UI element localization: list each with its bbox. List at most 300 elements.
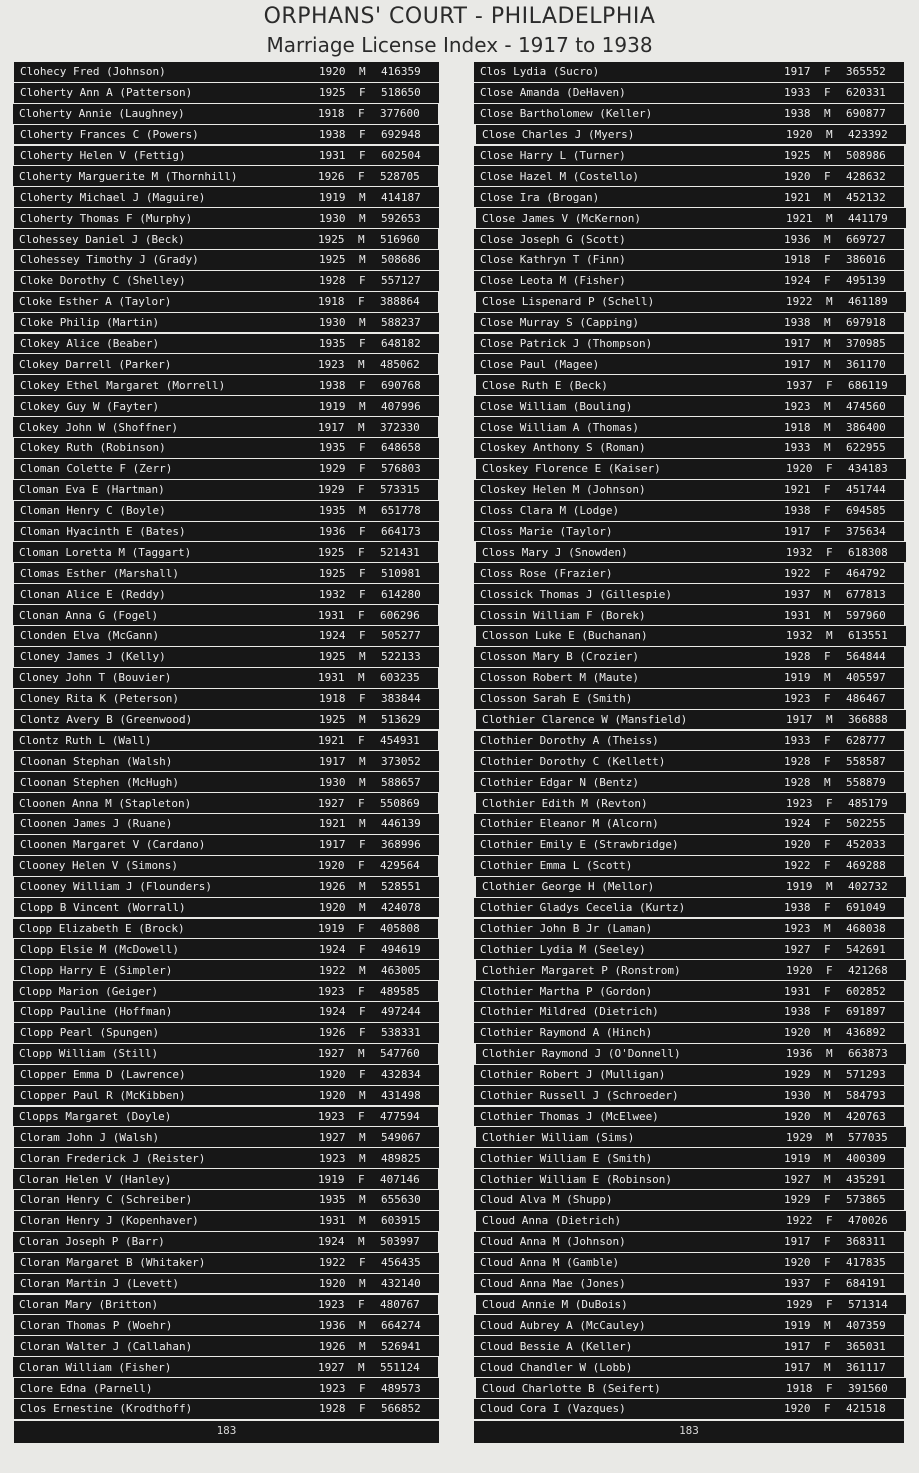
entry-license-number: 469288 bbox=[846, 859, 886, 873]
entry-year: 1933 bbox=[784, 733, 811, 747]
entry-license-number: 697918 bbox=[846, 316, 886, 330]
entry-sex: F bbox=[359, 1256, 366, 1270]
entry-year: 1938 bbox=[784, 901, 811, 915]
entry-name: Clohessey Timothy J (Grady) bbox=[20, 253, 199, 267]
entry-license-number: 454931 bbox=[380, 733, 420, 747]
entry-license-number: 407996 bbox=[381, 399, 421, 413]
entry-license-number: 436892 bbox=[846, 1026, 886, 1040]
entry-year: 1936 bbox=[784, 232, 811, 246]
entry-year: 1927 bbox=[318, 1360, 345, 1374]
entry-sex: F bbox=[826, 1381, 833, 1395]
entry-sex: F bbox=[824, 1193, 831, 1207]
entry-year: 1919 bbox=[784, 671, 811, 685]
entry-year: 1920 bbox=[784, 1109, 811, 1123]
index-entry-row bbox=[476, 626, 906, 646]
entry-name: Close Charles J (Myers) bbox=[482, 128, 635, 142]
index-entry-row bbox=[14, 563, 439, 583]
entry-name: Clothier Mildred (Dietrich) bbox=[480, 1005, 659, 1019]
entry-license-number: 486467 bbox=[846, 692, 886, 706]
entry-sex: F bbox=[359, 128, 366, 142]
entry-license-number: 526941 bbox=[381, 1339, 421, 1353]
entry-name: Close Amanda (DeHaven) bbox=[480, 86, 626, 100]
index-entry-row bbox=[14, 1336, 439, 1356]
entry-name: Cloran Frederick J (Reister) bbox=[20, 1151, 206, 1165]
entry-license-number: 663873 bbox=[848, 1047, 888, 1061]
entry-sex: M bbox=[824, 1089, 831, 1103]
entry-sex: F bbox=[359, 378, 366, 392]
entry-name: Cloonen James J (Ruane) bbox=[20, 817, 173, 831]
entry-license-number: 456435 bbox=[381, 1256, 421, 1270]
entry-license-number: 434183 bbox=[848, 462, 888, 476]
entry-name: Cloonan Stephen (McHugh) bbox=[20, 775, 179, 789]
entry-license-number: 361170 bbox=[846, 357, 886, 371]
entry-sex: F bbox=[824, 483, 831, 497]
index-entry-row bbox=[476, 459, 906, 479]
index-entry-row bbox=[14, 1127, 439, 1147]
entry-license-number: 405597 bbox=[846, 671, 886, 685]
index-entry-row bbox=[474, 981, 904, 1001]
entry-name: Clopp William (Still) bbox=[19, 1047, 159, 1061]
index-entry-row bbox=[476, 1044, 906, 1064]
entry-year: 1923 bbox=[318, 1109, 345, 1123]
index-entry-row bbox=[474, 1148, 904, 1168]
entry-name: Closson Sarah E (Smith) bbox=[480, 692, 633, 706]
index-entry-row bbox=[474, 1274, 904, 1294]
entry-year: 1919 bbox=[786, 880, 813, 894]
entry-year: 1922 bbox=[786, 1214, 813, 1228]
entry-year: 1917 bbox=[784, 357, 811, 371]
entry-name: Cloran William (Fisher) bbox=[19, 1360, 172, 1374]
index-entry-row bbox=[476, 542, 906, 562]
entry-license-number: 416359 bbox=[381, 65, 421, 79]
entry-name: Clohecy Fred (Johnson) bbox=[20, 65, 166, 79]
entry-sex: F bbox=[359, 1068, 366, 1082]
index-entry-row bbox=[474, 1336, 904, 1356]
entry-sex: F bbox=[826, 462, 833, 476]
index-entry-row bbox=[476, 1211, 906, 1231]
entry-name: Cloud Charlotte B (Seifert) bbox=[482, 1381, 661, 1395]
entry-sex: F bbox=[359, 524, 366, 538]
entry-name: Clontz Ruth L (Wall) bbox=[19, 733, 152, 747]
index-entry-row bbox=[474, 584, 904, 604]
entry-sex: M bbox=[359, 1193, 366, 1207]
entry-sex: M bbox=[824, 357, 831, 371]
entry-license-number: 400309 bbox=[846, 1151, 886, 1165]
entry-year: 1917 bbox=[784, 1339, 811, 1353]
index-entry-row bbox=[14, 334, 439, 354]
index-entry-row bbox=[14, 939, 439, 959]
entry-name: Closs Marie (Taylor) bbox=[480, 524, 613, 538]
entry-name: Close Ira (Brogan) bbox=[480, 190, 600, 204]
entry-sex: M bbox=[824, 1151, 831, 1165]
index-entry-row bbox=[14, 1315, 439, 1335]
index-entry-row bbox=[14, 208, 439, 228]
entry-license-number: 489825 bbox=[381, 1151, 421, 1165]
index-entry-row bbox=[474, 334, 904, 354]
entry-year: 1938 bbox=[784, 316, 811, 330]
entry-name: Clopp Pearl (Spungen) bbox=[20, 1026, 160, 1040]
entry-license-number: 432834 bbox=[381, 1068, 421, 1082]
entry-license-number: 377600 bbox=[380, 107, 420, 121]
entry-sex: F bbox=[824, 1235, 831, 1249]
entry-year: 1931 bbox=[784, 608, 811, 622]
entry-year: 1920 bbox=[786, 462, 813, 476]
index-entry-row bbox=[474, 939, 904, 959]
index-entry-row bbox=[474, 1002, 904, 1022]
index-entry-row bbox=[14, 1399, 439, 1419]
entry-sex: F bbox=[824, 817, 831, 831]
entry-year: 1926 bbox=[319, 1026, 346, 1040]
entry-sex: M bbox=[359, 1318, 366, 1332]
entry-sex: F bbox=[358, 1297, 365, 1311]
entry-sex: F bbox=[358, 608, 365, 622]
entry-name: Clokey Darrell (Parker) bbox=[19, 357, 172, 371]
entry-year: 1933 bbox=[784, 441, 811, 455]
entry-name: Cloud Anna M (Gamble) bbox=[480, 1256, 620, 1270]
entry-license-number: 441179 bbox=[848, 211, 888, 225]
entry-license-number: 510981 bbox=[381, 566, 421, 580]
entry-license-number: 480767 bbox=[380, 1297, 420, 1311]
entry-sex: F bbox=[358, 1172, 365, 1186]
entry-license-number: 420763 bbox=[846, 1109, 886, 1123]
entry-name: Clothier George H (Mellor) bbox=[482, 880, 655, 894]
entry-license-number: 368996 bbox=[381, 838, 421, 852]
entry-name: Cloke Esther A (Taylor) bbox=[19, 295, 172, 309]
entry-license-number: 366888 bbox=[848, 713, 888, 726]
index-entry-row bbox=[13, 1044, 438, 1064]
index-entry-row bbox=[474, 271, 904, 291]
index-entry-row bbox=[13, 981, 438, 1001]
entry-sex: F bbox=[359, 441, 366, 455]
entry-sex: F bbox=[359, 942, 366, 956]
page-title: ORPHANS' COURT - PHILADELPHIA bbox=[263, 4, 656, 29]
entry-name: Cloud Aubrey A (McCauley) bbox=[480, 1318, 646, 1332]
entry-license-number: 677813 bbox=[846, 587, 886, 601]
entry-year: 1917 bbox=[319, 838, 346, 852]
entry-license-number: 558879 bbox=[846, 775, 886, 789]
entry-year: 1919 bbox=[784, 1318, 811, 1332]
entry-year: 1935 bbox=[319, 441, 346, 455]
entry-sex: F bbox=[826, 1297, 833, 1311]
entry-sex: F bbox=[359, 566, 366, 580]
entry-name: Clonden Elva (McGann) bbox=[20, 629, 160, 643]
entry-year: 1917 bbox=[784, 65, 811, 79]
entry-sex: F bbox=[824, 901, 831, 915]
entry-year: 1931 bbox=[318, 608, 345, 622]
entry-year: 1920 bbox=[319, 1068, 346, 1082]
entry-name: Closkey Florence E (Kaiser) bbox=[482, 462, 661, 476]
entry-license-number: 365552 bbox=[846, 65, 886, 79]
index-entry-row bbox=[474, 1357, 904, 1377]
entry-name: Clothier William (Sims) bbox=[482, 1130, 635, 1144]
entry-name: Clothier Emily E (Strawbridge) bbox=[480, 838, 679, 852]
entry-license-number: 538331 bbox=[381, 1026, 421, 1040]
entry-license-number: 477594 bbox=[380, 1109, 420, 1123]
entry-license-number: 691049 bbox=[846, 901, 886, 915]
entry-year: 1937 bbox=[784, 1277, 811, 1291]
index-entry-row bbox=[476, 292, 906, 312]
entry-year: 1937 bbox=[784, 587, 811, 601]
entry-license-number: 414187 bbox=[381, 190, 421, 204]
entry-year: 1924 bbox=[319, 1005, 346, 1019]
entry-sex: F bbox=[826, 796, 833, 810]
entry-name: Cloney James J (Kelly) bbox=[20, 650, 166, 664]
index-entry-row bbox=[474, 563, 904, 583]
index-entry-row bbox=[474, 1023, 904, 1043]
index-entry-row bbox=[14, 62, 439, 82]
entry-sex: M bbox=[359, 901, 366, 915]
entry-license-number: 461189 bbox=[848, 295, 888, 309]
entry-license-number: 431498 bbox=[381, 1089, 421, 1103]
entry-name: Close Ruth E (Beck) bbox=[482, 378, 608, 392]
entry-name: Cloherty Annie (Laughney) bbox=[19, 107, 185, 121]
entry-name: Clopps Margaret (Doyle) bbox=[19, 1109, 172, 1123]
entry-license-number: 664173 bbox=[381, 524, 421, 538]
entry-year: 1920 bbox=[318, 859, 345, 873]
entry-sex: M bbox=[359, 399, 366, 413]
entry-license-number: 386400 bbox=[846, 420, 886, 434]
entry-license-number: 549067 bbox=[381, 1130, 421, 1144]
entry-license-number: 505277 bbox=[381, 629, 421, 643]
entry-name: Clothier Dorothy A (Theiss) bbox=[480, 733, 659, 747]
entry-sex: F bbox=[359, 336, 366, 350]
entry-name: Clopp Marion (Geiger) bbox=[19, 984, 159, 998]
entry-year: 1924 bbox=[319, 629, 346, 643]
entry-year: 1923 bbox=[319, 1381, 346, 1395]
entry-sex: F bbox=[358, 1109, 365, 1123]
entry-sex: M bbox=[826, 713, 833, 726]
entry-sex: M bbox=[826, 295, 833, 309]
index-entry-row bbox=[474, 1253, 904, 1273]
index-entry-row bbox=[14, 522, 439, 542]
entry-name: Cloud Cora I (Vazques) bbox=[480, 1402, 626, 1416]
entry-license-number: 571293 bbox=[846, 1068, 886, 1082]
entry-name: Clohessey Daniel J (Beck) bbox=[19, 232, 185, 246]
index-entry-row bbox=[474, 62, 904, 82]
index-entry-row bbox=[474, 417, 904, 437]
entry-sex: F bbox=[824, 169, 831, 183]
index-entry-row bbox=[13, 166, 438, 186]
entry-sex: F bbox=[358, 796, 365, 810]
entry-year: 1932 bbox=[786, 545, 813, 559]
index-entry-row bbox=[13, 229, 438, 249]
entry-license-number: 655630 bbox=[381, 1193, 421, 1207]
entry-sex: M bbox=[359, 713, 366, 726]
index-entry-row bbox=[474, 835, 904, 855]
entry-sex: F bbox=[358, 107, 365, 121]
entry-year: 1921 bbox=[319, 817, 346, 831]
index-entry-row bbox=[14, 1065, 439, 1085]
index-entry-row bbox=[474, 480, 904, 500]
entry-name: Clothier Raymond J (O'Donnell) bbox=[482, 1047, 681, 1061]
entry-year: 1919 bbox=[784, 1151, 811, 1165]
entry-sex: F bbox=[824, 274, 831, 288]
index-entry-row bbox=[14, 960, 439, 980]
entry-license-number: 435291 bbox=[846, 1172, 886, 1186]
entry-year: 1925 bbox=[319, 253, 346, 267]
entry-license-number: 463005 bbox=[381, 963, 421, 977]
index-entry-row bbox=[476, 710, 906, 730]
entry-year: 1920 bbox=[784, 838, 811, 852]
entry-name: Cloman Loretta M (Taggart) bbox=[19, 545, 192, 559]
entry-sex: F bbox=[824, 566, 831, 580]
entry-license-number: 474560 bbox=[846, 399, 886, 413]
entry-sex: M bbox=[358, 357, 365, 371]
entry-name: Clooney Helen V (Simons) bbox=[19, 859, 178, 873]
index-entry-row bbox=[474, 919, 904, 939]
index-entry-row bbox=[13, 1232, 438, 1252]
entry-name: Cloran Joseph P (Barr) bbox=[19, 1235, 165, 1249]
entry-license-number: 508986 bbox=[846, 148, 886, 162]
entry-sex: F bbox=[824, 984, 831, 998]
entry-year: 1924 bbox=[784, 274, 811, 288]
entry-sex: M bbox=[359, 963, 366, 977]
entry-year: 1938 bbox=[319, 128, 346, 142]
entry-year: 1927 bbox=[784, 942, 811, 956]
entry-sex: F bbox=[824, 1339, 831, 1353]
entry-sex: M bbox=[824, 316, 831, 330]
entry-sex: M bbox=[824, 1360, 831, 1374]
entry-license-number: 402732 bbox=[848, 880, 888, 894]
entry-name: Cloonen Margaret V (Cardano) bbox=[20, 838, 206, 852]
entry-name: Closkey Helen M (Johnson) bbox=[480, 483, 646, 497]
entry-name: Close Bartholomew (Keller) bbox=[480, 107, 653, 121]
index-entry-row bbox=[474, 605, 904, 625]
entry-year: 1935 bbox=[319, 504, 346, 518]
entry-license-number: 584793 bbox=[846, 1089, 886, 1103]
index-entry-row bbox=[14, 438, 439, 458]
index-entry-row bbox=[14, 814, 439, 834]
entry-license-number: 421518 bbox=[846, 1402, 886, 1416]
entry-name: Clopp B Vincent (Worrall) bbox=[20, 901, 186, 915]
entry-name: Clothier Lydia M (Seeley) bbox=[480, 942, 646, 956]
entry-name: Clopp Harry E (Simpler) bbox=[20, 963, 173, 977]
index-entry-row bbox=[474, 1086, 904, 1106]
entry-sex: M bbox=[824, 1172, 831, 1186]
entry-year: 1931 bbox=[319, 148, 346, 162]
entry-sex: M bbox=[824, 1109, 831, 1123]
entry-year: 1929 bbox=[784, 1068, 811, 1082]
entry-license-number: 423392 bbox=[848, 128, 888, 142]
entry-sex: M bbox=[824, 148, 831, 162]
entry-sex: F bbox=[824, 1277, 831, 1291]
entry-license-number: 407146 bbox=[380, 1172, 420, 1186]
entry-name: Clopp Pauline (Hoffman) bbox=[20, 1005, 173, 1019]
entry-sex: M bbox=[826, 1047, 833, 1061]
entry-sex: M bbox=[824, 921, 831, 935]
index-entry-row bbox=[14, 1002, 439, 1022]
entry-sex: M bbox=[359, 1151, 366, 1165]
entry-year: 1933 bbox=[784, 86, 811, 100]
entry-sex: F bbox=[824, 524, 831, 538]
entry-license-number: 489573 bbox=[381, 1381, 421, 1395]
entry-license-number: 391560 bbox=[848, 1381, 888, 1395]
entry-license-number: 573865 bbox=[846, 1193, 886, 1207]
entry-license-number: 547760 bbox=[380, 1047, 420, 1061]
entry-name: Closs Mary J (Snowden) bbox=[482, 545, 628, 559]
entry-name: Clonan Anna G (Fogel) bbox=[19, 608, 159, 622]
entry-name: Clonan Alice E (Reddy) bbox=[20, 587, 166, 601]
entry-name: Cloram John J (Walsh) bbox=[20, 1130, 160, 1144]
entry-name: Cloran Walter J (Callahan) bbox=[20, 1339, 193, 1353]
entry-name: Clopp Elsie M (McDowell) bbox=[20, 942, 179, 956]
entry-year: 1922 bbox=[319, 1256, 346, 1270]
index-entry-row bbox=[14, 271, 439, 291]
entry-sex: M bbox=[824, 420, 831, 434]
entry-license-number: 417835 bbox=[846, 1256, 886, 1270]
index-entry-row bbox=[14, 501, 439, 521]
entry-sex: M bbox=[359, 1214, 366, 1228]
entry-year: 1923 bbox=[786, 796, 813, 810]
index-entry-row bbox=[476, 877, 906, 897]
entry-sex: M bbox=[824, 399, 831, 413]
entry-license-number: 542691 bbox=[846, 942, 886, 956]
entry-year: 1924 bbox=[318, 1235, 345, 1249]
entry-sex: M bbox=[359, 1277, 366, 1291]
entry-sex: M bbox=[359, 880, 366, 894]
entry-year: 1930 bbox=[319, 211, 346, 225]
entry-license-number: 664274 bbox=[381, 1318, 421, 1332]
entry-name: Close William (Bouling) bbox=[480, 399, 633, 413]
entry-sex: F bbox=[359, 86, 366, 100]
left-index-column bbox=[14, 62, 439, 1443]
index-entry-row bbox=[14, 187, 439, 207]
entry-name: Clothier Martha P (Gordon) bbox=[480, 984, 653, 998]
index-entry-row bbox=[14, 835, 439, 855]
index-entry-row bbox=[14, 459, 439, 479]
entry-license-number: 558587 bbox=[846, 754, 886, 768]
entry-name: Close Harry L (Turner) bbox=[480, 148, 626, 162]
entry-license-number: 503997 bbox=[380, 1235, 420, 1249]
entry-name: Cloman Hyacinth E (Bates) bbox=[20, 524, 186, 538]
index-entry-row bbox=[474, 396, 904, 416]
entry-sex: M bbox=[359, 65, 366, 79]
entry-year: 1925 bbox=[318, 545, 345, 559]
index-entry-row bbox=[476, 793, 906, 813]
entry-sex: F bbox=[824, 754, 831, 768]
entry-license-number: 684191 bbox=[846, 1277, 886, 1291]
entry-sex: M bbox=[358, 420, 365, 434]
entry-name: Closs Clara M (Lodge) bbox=[480, 504, 620, 518]
index-entry-row bbox=[474, 1232, 904, 1252]
entry-license-number: 686119 bbox=[848, 378, 888, 392]
right-index-column bbox=[474, 62, 904, 1443]
entry-sex: F bbox=[824, 86, 831, 100]
entry-name: Clothier Robert J (Mulligan) bbox=[480, 1068, 666, 1082]
entry-year: 1927 bbox=[319, 1130, 346, 1144]
entry-name: Cloherty Frances C (Powers) bbox=[20, 128, 199, 142]
index-entry-row bbox=[474, 689, 904, 709]
entry-license-number: 368311 bbox=[846, 1235, 886, 1249]
entry-license-number: 576803 bbox=[381, 462, 421, 476]
entry-name: Cloran Henry J (Kopenhaver) bbox=[20, 1214, 199, 1228]
index-entry-row bbox=[14, 396, 439, 416]
entry-name: Closkey Anthony S (Roman) bbox=[480, 441, 646, 455]
entry-name: Closson Mary B (Crozier) bbox=[480, 650, 639, 664]
entry-name: Close Paul (Magee) bbox=[480, 357, 600, 371]
entry-name: Closs Rose (Frazier) bbox=[480, 566, 613, 580]
entry-license-number: 622955 bbox=[846, 441, 886, 455]
entry-year: 1938 bbox=[784, 1005, 811, 1019]
index-entry-row bbox=[474, 250, 904, 270]
entry-license-number: 521431 bbox=[380, 545, 420, 559]
index-entry-row bbox=[474, 668, 904, 688]
entry-year: 1921 bbox=[318, 733, 345, 747]
entry-year: 1929 bbox=[786, 1297, 813, 1311]
entry-name: Clomas Esther (Marshall) bbox=[20, 566, 179, 580]
index-entry-row bbox=[474, 751, 904, 771]
entry-year: 1929 bbox=[318, 483, 345, 497]
